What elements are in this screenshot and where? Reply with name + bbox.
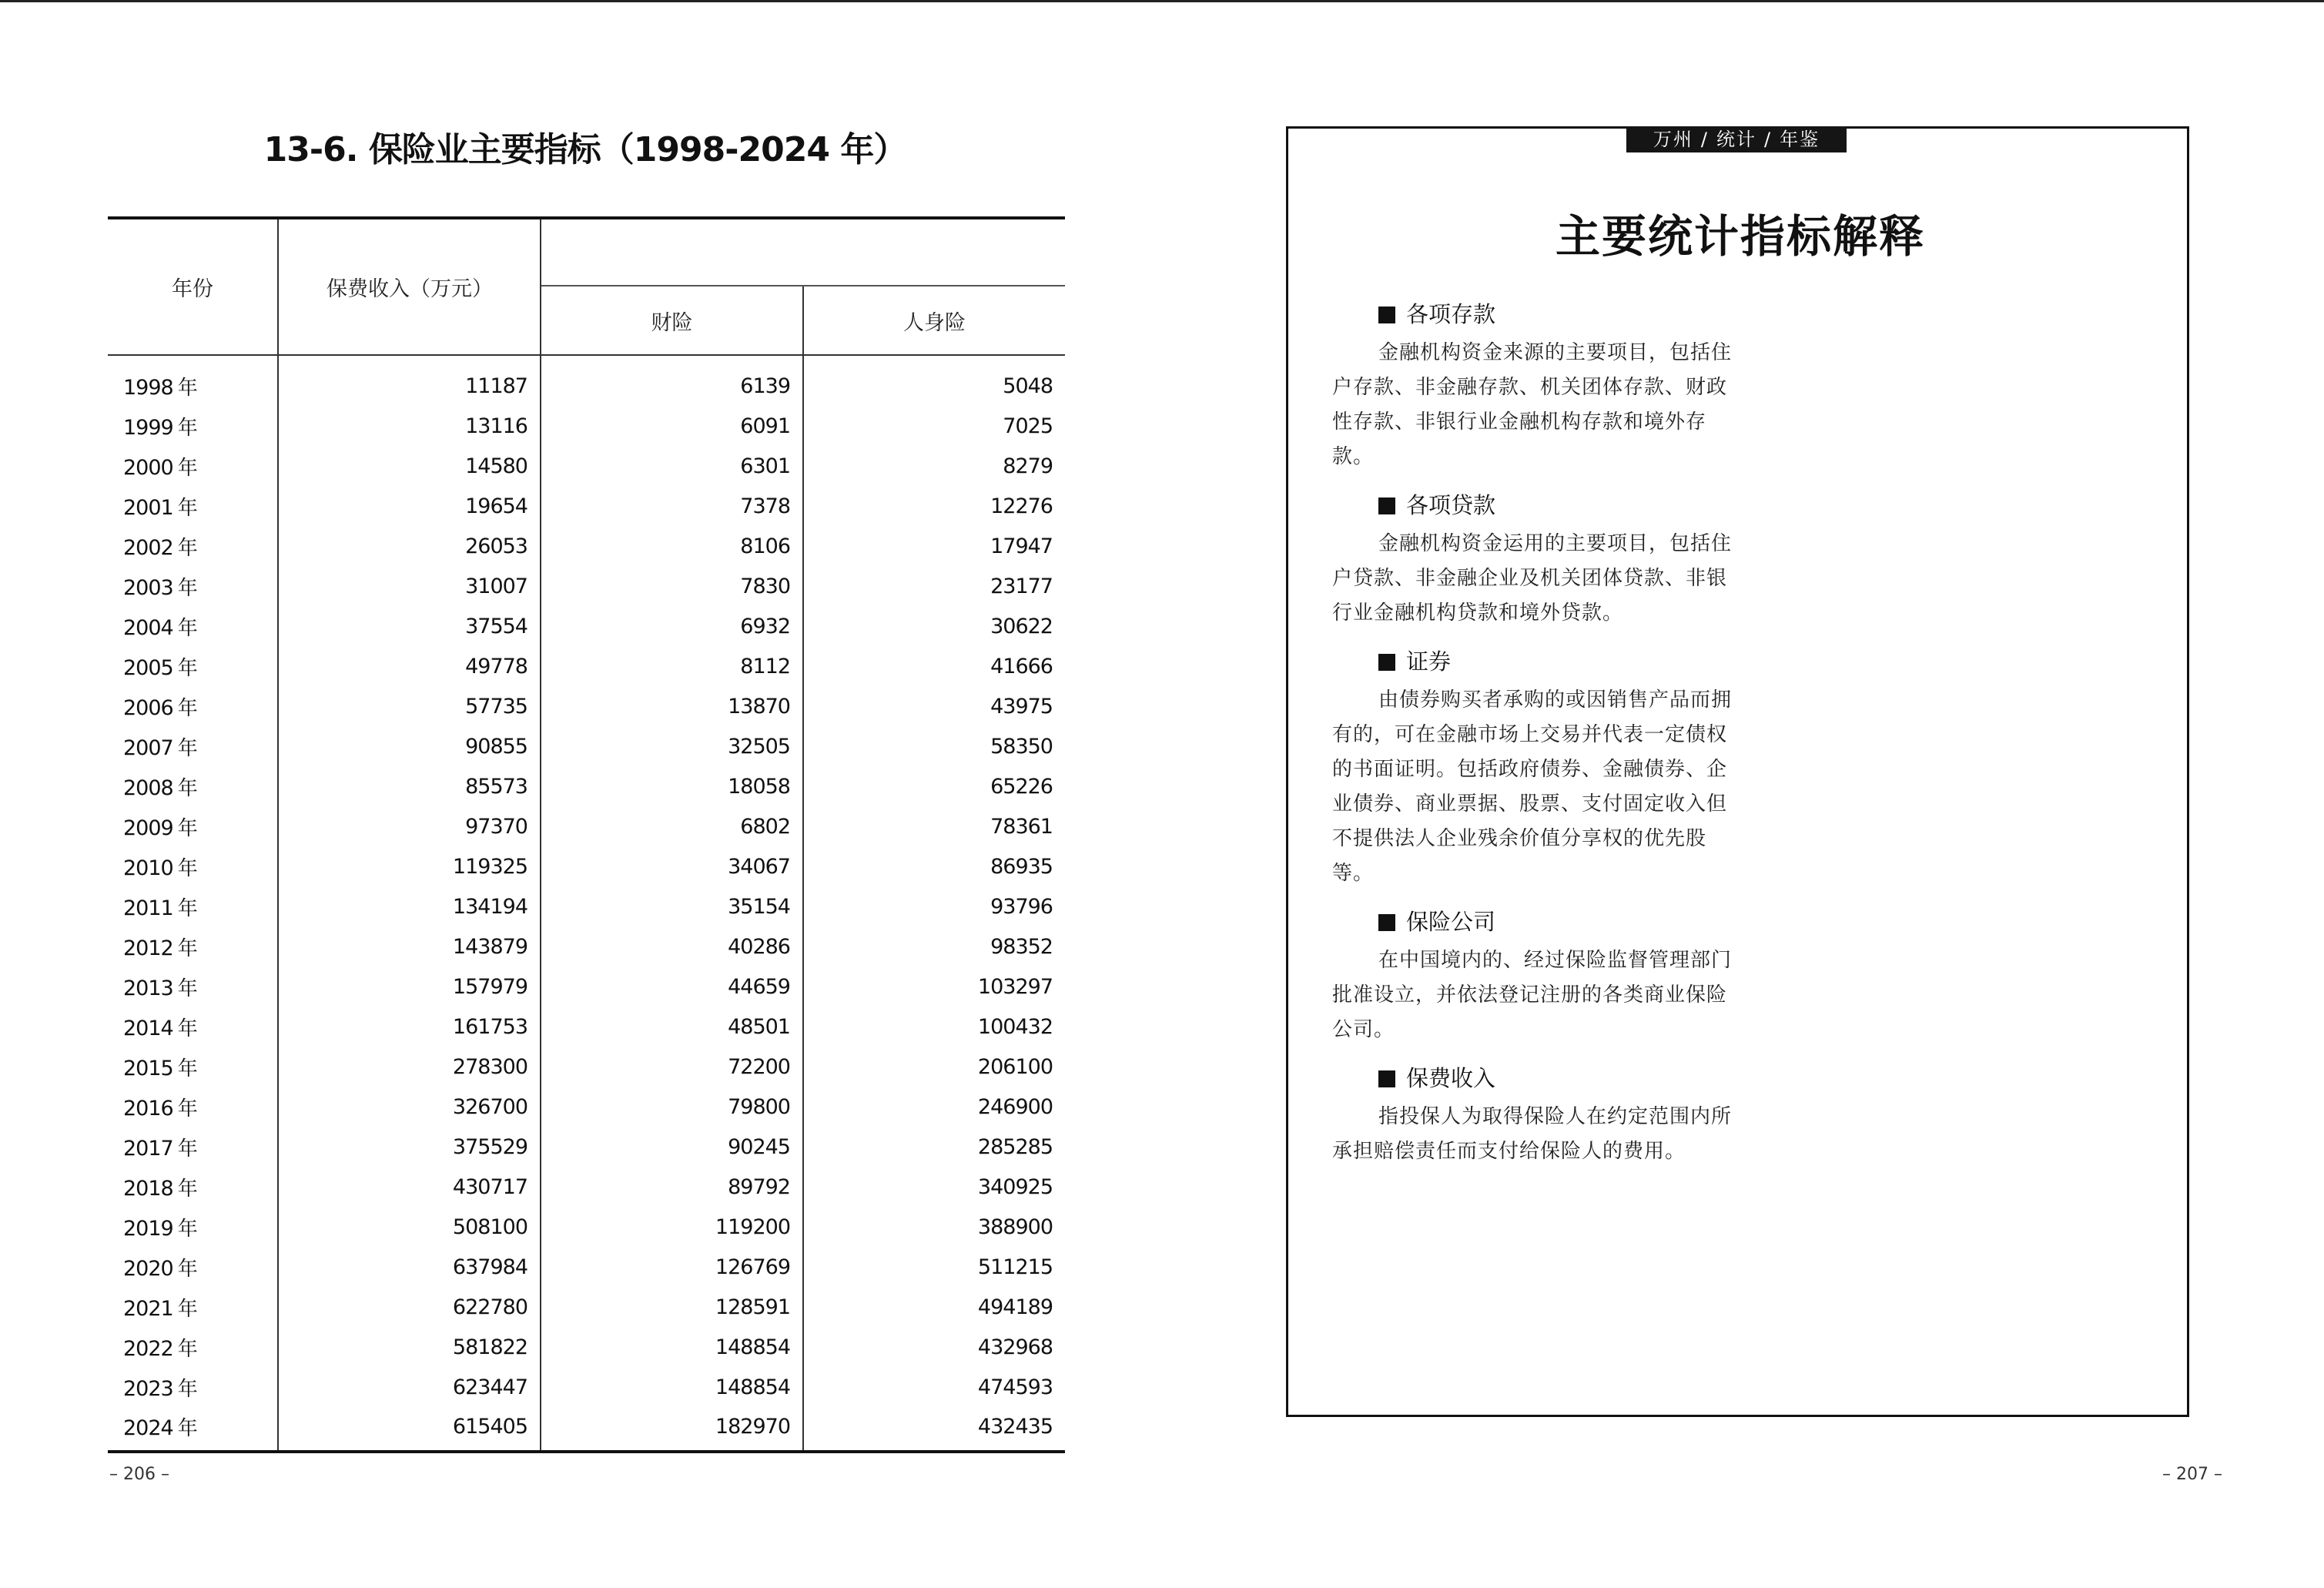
glossary-section-insurance-company — [1332, 906, 1740, 1047]
cell-property-insurance: 8112 — [541, 646, 803, 686]
year-unit: 年 — [177, 696, 198, 720]
cell-premium-total: 375529 — [278, 1127, 541, 1167]
year-unit: 年 — [177, 856, 198, 880]
table-row — [108, 726, 1065, 766]
year-unit: 年 — [177, 1097, 198, 1121]
cell-year — [108, 1367, 278, 1407]
year-unit: 年 — [177, 816, 198, 840]
year-value: 2024 — [123, 1415, 173, 1440]
cell-property-insurance: 7378 — [541, 486, 803, 526]
table-row — [108, 1207, 1065, 1247]
square-bullet-icon — [1378, 307, 1395, 323]
year-value: 2020 — [123, 1256, 173, 1281]
insurance-indicators-table — [108, 216, 1065, 1453]
cell-life-insurance: 100432 — [977, 1014, 1053, 1039]
table-row — [108, 1127, 1065, 1167]
year-value: 2009 — [123, 816, 173, 840]
cell-year — [108, 446, 278, 486]
year-value: 2005 — [123, 655, 173, 680]
glossary-section-premium-income — [1332, 1063, 1740, 1169]
cell-life-insurance: 206100 — [977, 1054, 1053, 1079]
year-unit: 年 — [177, 1137, 198, 1161]
table-row — [108, 646, 1065, 686]
cell-property-insurance: 35154 — [541, 886, 803, 926]
cell-premium-total: 13116 — [278, 406, 541, 446]
table-row — [108, 846, 1065, 886]
table-row — [108, 1327, 1065, 1367]
section-heading: 各项存款 — [1406, 301, 1496, 327]
cell-property-insurance: 6932 — [541, 606, 803, 646]
table-row — [108, 967, 1065, 1007]
year-value: 2006 — [123, 695, 173, 720]
cell-year — [108, 846, 278, 886]
cell-premium-total: 11187 — [278, 355, 541, 406]
year-unit: 年 — [177, 736, 198, 760]
year-unit: 年 — [177, 1057, 198, 1080]
year-unit: 年 — [177, 1177, 198, 1201]
cell-premium-total: 134194 — [278, 886, 541, 926]
year-value: 1999 — [123, 415, 173, 440]
cell-premium-total: 37554 — [278, 606, 541, 646]
cell-premium-total: 19654 — [278, 486, 541, 526]
year-value: 2008 — [123, 776, 173, 800]
cell-year — [108, 1287, 278, 1327]
year-unit: 年 — [177, 1297, 198, 1321]
glossary-title: 主要统计指标解释 — [1555, 210, 1925, 263]
cell-property-insurance: 8106 — [541, 526, 803, 566]
table-row — [108, 606, 1065, 646]
year-unit: 年 — [177, 496, 198, 520]
cell-life-insurance: 78361 — [990, 814, 1053, 839]
year-value: 2016 — [123, 1096, 173, 1121]
cell-premium-total: 26053 — [278, 526, 541, 566]
cell-life-insurance: 511215 — [977, 1255, 1053, 1279]
year-value: 2003 — [123, 575, 173, 600]
table-row — [108, 1407, 1065, 1452]
page-number-left: – 206 – — [109, 1465, 169, 1484]
cell-year — [108, 886, 278, 926]
cell-property-insurance: 89792 — [541, 1167, 803, 1207]
cell-life-insurance: 41666 — [990, 654, 1053, 678]
year-unit: 年 — [177, 1017, 198, 1040]
cell-premium-total: 57735 — [278, 686, 541, 726]
square-bullet-icon — [1378, 498, 1395, 514]
section-body: 金融机构资金运用的主要项目，包括住户贷款、非金融企业及机关团体贷款、非银行业金融机构贷款和境外贷款。 — [1332, 532, 1733, 625]
cell-life-insurance: 17947 — [990, 534, 1053, 558]
cell-year — [108, 967, 278, 1007]
year-value: 2014 — [123, 1016, 173, 1040]
cell-premium-total: 119325 — [278, 846, 541, 886]
cell-property-insurance: 6802 — [541, 806, 803, 846]
header-tag-part3: 年鉴 — [1780, 129, 1820, 150]
cell-life-insurance: 86935 — [990, 854, 1053, 879]
section-body: 由债券购买者承购的或因销售产品而拥有的，可在金融市场上交易并代表一定债权的书面证明。包括政府债券、金融债券、企业债券、商业票据、股票、支付固定收入但不提供法人企业残余价值分享权的优先股等。 — [1332, 688, 1733, 885]
cell-property-insurance: 40286 — [541, 926, 803, 967]
cell-year — [108, 1327, 278, 1367]
cell-life-insurance: 93796 — [990, 894, 1053, 919]
year-value: 2022 — [123, 1336, 173, 1361]
header-tag-sep1: / — [1700, 129, 1709, 150]
year-value: 2002 — [123, 535, 173, 560]
table-row — [108, 526, 1065, 566]
table-row — [108, 1087, 1065, 1127]
page-number-right: – 207 – — [2162, 1465, 2222, 1484]
year-value: 2019 — [123, 1216, 173, 1241]
header-life-insurance: 人身险 — [803, 286, 1065, 355]
year-value: 2017 — [123, 1136, 173, 1161]
cell-year — [108, 486, 278, 526]
table-row — [108, 886, 1065, 926]
year-value: 2007 — [123, 735, 173, 760]
year-unit: 年 — [177, 1217, 198, 1241]
cell-premium-total: 14580 — [278, 446, 541, 486]
table-title: 13-6. 保险业主要指标（1998-2024 年） — [263, 130, 907, 169]
cell-year — [108, 686, 278, 726]
cell-premium-total: 97370 — [278, 806, 541, 846]
cell-year — [108, 766, 278, 806]
table-row — [108, 355, 1065, 406]
cell-property-insurance: 72200 — [541, 1047, 803, 1087]
cell-premium-total: 623447 — [278, 1367, 541, 1407]
year-unit: 年 — [177, 1257, 198, 1281]
cell-life-insurance: 474593 — [977, 1375, 1053, 1399]
year-value: 2021 — [123, 1296, 173, 1321]
table-body — [108, 355, 1065, 1452]
top-border-line — [0, 0, 2324, 2]
header-premium-income: 保费收入（万元） — [278, 218, 541, 355]
cell-life-insurance: 23177 — [990, 574, 1053, 598]
cell-year — [108, 926, 278, 967]
year-unit: 年 — [177, 576, 198, 600]
cell-premium-total: 85573 — [278, 766, 541, 806]
cell-life-insurance: 65226 — [990, 774, 1053, 799]
cell-year — [108, 1207, 278, 1247]
year-unit: 年 — [177, 977, 198, 1000]
cell-year — [108, 1047, 278, 1087]
table-row — [108, 486, 1065, 526]
year-unit: 年 — [177, 936, 198, 960]
year-value: 2000 — [123, 455, 173, 480]
glossary-section-loans — [1332, 490, 1740, 631]
year-value: 2023 — [123, 1376, 173, 1401]
cell-year — [108, 406, 278, 446]
cell-year — [108, 355, 278, 406]
table-row — [108, 686, 1065, 726]
table-row — [108, 1167, 1065, 1207]
year-value: 1998 — [123, 376, 173, 400]
cell-year — [108, 1167, 278, 1207]
cell-premium-total: 581822 — [278, 1327, 541, 1367]
cell-year — [108, 1087, 278, 1127]
glossary-sections — [1332, 299, 1740, 1184]
yearbook-header-tag — [1626, 126, 1847, 152]
header-property-insurance: 财险 — [541, 286, 803, 355]
table-row — [108, 1247, 1065, 1287]
cell-premium-total: 278300 — [278, 1047, 541, 1087]
header-tag-sep2: / — [1764, 129, 1773, 150]
year-unit: 年 — [177, 896, 198, 920]
cell-year — [108, 1127, 278, 1167]
cell-property-insurance: 119200 — [541, 1207, 803, 1247]
year-unit: 年 — [177, 656, 198, 680]
cell-year — [108, 726, 278, 766]
cell-property-insurance: 126769 — [541, 1247, 803, 1287]
year-value: 2012 — [123, 936, 173, 960]
cell-property-insurance: 7830 — [541, 566, 803, 606]
cell-life-insurance: 388900 — [977, 1214, 1053, 1239]
table-row — [108, 1287, 1065, 1327]
cell-premium-total: 157979 — [278, 967, 541, 1007]
cell-premium-total: 637984 — [278, 1247, 541, 1287]
year-unit: 年 — [177, 416, 198, 440]
year-value: 2010 — [123, 856, 173, 880]
cell-property-insurance: 6301 — [541, 446, 803, 486]
year-unit: 年 — [177, 776, 198, 800]
cell-premium-total: 143879 — [278, 926, 541, 967]
year-value: 2018 — [123, 1176, 173, 1201]
header-spacer — [541, 218, 1065, 286]
year-value: 2001 — [123, 495, 173, 520]
header-tag-part1: 万州 — [1653, 129, 1693, 150]
cell-premium-total: 90855 — [278, 726, 541, 766]
cell-property-insurance: 6139 — [541, 355, 803, 406]
cell-property-insurance: 32505 — [541, 726, 803, 766]
glossary-section-securities — [1332, 646, 1740, 891]
year-unit: 年 — [177, 1377, 198, 1401]
table-row — [108, 1007, 1065, 1047]
table-row — [108, 1367, 1065, 1407]
cell-premium-total: 430717 — [278, 1167, 541, 1207]
year-value: 2004 — [123, 615, 173, 640]
cell-property-insurance: 128591 — [541, 1287, 803, 1327]
cell-property-insurance: 79800 — [541, 1087, 803, 1127]
insurance-indicators-table-wrapper — [108, 216, 1065, 1453]
cell-premium-total: 161753 — [278, 1007, 541, 1047]
table-row — [108, 406, 1065, 446]
cell-property-insurance: 18058 — [541, 766, 803, 806]
cell-year — [108, 526, 278, 566]
cell-property-insurance: 6091 — [541, 406, 803, 446]
year-unit: 年 — [177, 377, 198, 400]
cell-premium-total: 622780 — [278, 1287, 541, 1327]
cell-premium-total: 31007 — [278, 566, 541, 606]
table-row — [108, 446, 1065, 486]
cell-life-insurance: 7025 — [1003, 414, 1053, 438]
cell-property-insurance: 48501 — [541, 1007, 803, 1047]
cell-life-insurance: 432435 — [803, 1407, 1065, 1452]
section-body: 在中国境内的、经过保险监督管理部门批准设立，并依法登记注册的各类商业保险公司。 — [1332, 949, 1733, 1041]
cell-life-insurance: 58350 — [990, 734, 1053, 759]
cell-property-insurance: 148854 — [541, 1367, 803, 1407]
cell-property-insurance: 44659 — [541, 967, 803, 1007]
section-heading: 保费收入 — [1406, 1065, 1496, 1091]
cell-life-insurance: 285285 — [977, 1134, 1053, 1159]
cell-premium-total: 508100 — [278, 1207, 541, 1247]
cell-year — [108, 1247, 278, 1287]
cell-premium-total: 326700 — [278, 1087, 541, 1127]
year-unit: 年 — [177, 1337, 198, 1361]
cell-property-insurance: 13870 — [541, 686, 803, 726]
table-row — [108, 566, 1065, 606]
year-value: 2011 — [123, 896, 173, 920]
cell-property-insurance: 90245 — [541, 1127, 803, 1167]
year-unit: 年 — [177, 1416, 198, 1440]
cell-life-insurance: 5048 — [1003, 374, 1053, 398]
year-unit: 年 — [177, 456, 198, 480]
glossary-section-deposits — [1332, 299, 1740, 474]
year-value: 2013 — [123, 976, 173, 1000]
year-unit: 年 — [177, 616, 198, 640]
cell-year — [108, 606, 278, 646]
cell-life-insurance: 43975 — [990, 694, 1053, 719]
cell-property-insurance: 34067 — [541, 846, 803, 886]
cell-premium-total: 49778 — [278, 646, 541, 686]
cell-life-insurance: 246900 — [977, 1094, 1053, 1119]
cell-life-insurance: 30622 — [990, 614, 1053, 638]
section-body: 金融机构资金来源的主要项目，包括住户存款、非金融存款、机关团体存款、财政性存款、非银行业金融机构存款和境外存款。 — [1332, 341, 1733, 468]
table-row — [108, 766, 1065, 806]
cell-life-insurance: 432968 — [977, 1335, 1053, 1359]
square-bullet-icon — [1378, 1070, 1395, 1087]
table-row — [108, 926, 1065, 967]
cell-year — [108, 1407, 278, 1452]
cell-life-insurance: 12276 — [990, 494, 1053, 518]
section-heading: 保险公司 — [1406, 909, 1496, 935]
section-body: 指投保人为取得保险人在约定范围内所承担赔偿责任而支付给保险人的费用。 — [1332, 1105, 1733, 1163]
cell-year — [108, 1007, 278, 1047]
year-value: 2015 — [123, 1056, 173, 1080]
cell-life-insurance: 98352 — [990, 934, 1053, 959]
section-heading: 证券 — [1406, 648, 1452, 675]
cell-year — [108, 646, 278, 686]
cell-property-insurance: 182970 — [541, 1407, 803, 1452]
cell-property-insurance: 148854 — [541, 1327, 803, 1367]
cell-year — [108, 806, 278, 846]
cell-life-insurance: 8279 — [1003, 454, 1053, 478]
table-row — [108, 806, 1065, 846]
header-year: 年份 — [108, 218, 278, 355]
header-tag-part2: 统计 — [1716, 129, 1756, 150]
year-unit: 年 — [177, 536, 198, 560]
square-bullet-icon — [1378, 914, 1395, 931]
table-row — [108, 1047, 1065, 1087]
square-bullet-icon — [1378, 654, 1395, 671]
cell-life-insurance: 103297 — [977, 974, 1053, 999]
section-heading: 各项贷款 — [1406, 492, 1496, 518]
cell-year — [108, 566, 278, 606]
cell-life-insurance: 340925 — [977, 1174, 1053, 1199]
cell-premium-total: 615405 — [278, 1407, 541, 1452]
cell-life-insurance: 494189 — [977, 1295, 1053, 1319]
